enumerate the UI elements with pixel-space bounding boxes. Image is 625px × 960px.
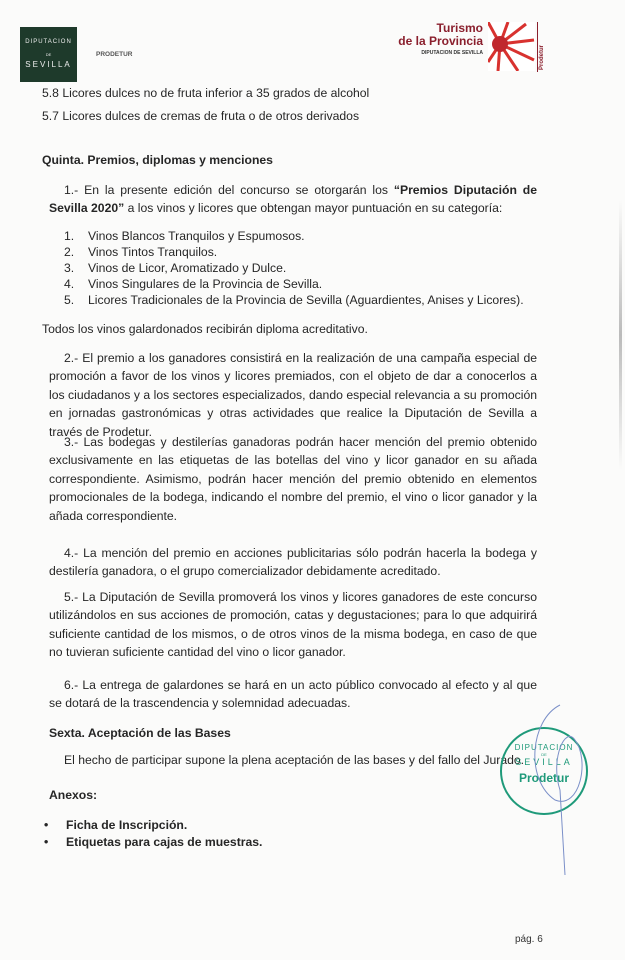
logo-subtitle: DIPUTACION DE SEVILLA — [421, 50, 483, 56]
logo-text: SEVILLA — [25, 60, 72, 69]
scan-edge — [619, 200, 622, 470]
paragraph-3: 3.- Las bodegas y destilerías ganadoras podrán hacer mención del premio obtenido exclusivamente en las etiquetas de las botellas del vino y licor ganador en su añada correspondiente. Asimismo, podrán hacer mención del premio obtenido en elementos promocionales de la bodega, indicando el nombre del premio, el vino o licor ganador y la añada correspondiente. — [49, 435, 537, 523]
text: a los vinos y licores que obtengan mayor puntuación en su categoría: — [124, 201, 503, 216]
list-item: 3. Vinos de Licor, Aromatizado y Dulce. — [64, 261, 287, 275]
award-name: “Premios Diputación de Sevilla 2020” — [49, 183, 537, 216]
paragraph-4: 4.- La mención del premio en acciones publicitarias sólo podrán hacerla la bodega y destilería ganadora, o el grupo comercializador debidamente acreditado. — [49, 546, 537, 579]
annex-heading: Anexos: — [49, 788, 98, 802]
prodetur-label: PRODETUR — [96, 51, 133, 58]
acceptance-text: El hecho de participar supone la plena aceptación de las bases y del fallo del Jurado. — [64, 753, 525, 767]
award-list — [64, 228, 524, 308]
prodetur-stamp: DIPUTACION DE SEVILLA Prodetur — [500, 727, 588, 815]
paragraph-5: 5.- La Diputación de Sevilla promoverá los vinos y licores ganadores de este concurso utilizándolos en sus acciones de promoción, catas y degustaciones; para lo que adquirirá suficiente cantidad de los mismos, o de otros vinos de la misma bodega, en caso de que no tuvieran suficiente cantidad del vino o licor ganador. — [49, 590, 537, 660]
sun-logo-icon — [488, 22, 535, 71]
paragraph-6: 6.- La entrega de galardones se hará en un acto público convocado al efecto y al que se dotará de la trascendencia y solemnidad adecuadas. — [49, 678, 537, 711]
logo-text: DE — [45, 52, 52, 57]
list-item: 2. Vinos Tintos Tranquilos. — [64, 245, 218, 259]
annex-list — [44, 817, 262, 851]
logo-title: Turismo — [436, 21, 483, 35]
list-item: 4. Vinos Singulares de la Provincia de Sevilla. — [64, 277, 323, 291]
diploma-text: Todos los vinos galardonados recibirán diploma acreditativo. — [42, 322, 368, 336]
annex-item: • Ficha de Inscripción. — [44, 818, 188, 832]
diputacion-sevilla-logo — [20, 27, 77, 82]
page-number: pág. 6 — [515, 934, 543, 945]
list-item: 1. Vinos Blancos Tranquilos y Espumosos. — [64, 229, 305, 243]
category-item: 5.7 Licores dulces de cremas de fruta o de otros derivados — [42, 109, 360, 123]
section-heading: Sexta. Aceptación de las Bases — [49, 726, 231, 740]
section-heading: Quinta. Premios, diplomas y menciones — [42, 153, 273, 167]
signature — [520, 700, 600, 880]
text: 1.- En la presente edición del concurso se otorgarán los — [64, 183, 394, 197]
logo-title: de la Provincia — [398, 34, 483, 48]
logo-text: DIPUTACION — [25, 39, 72, 45]
logo-divider — [537, 22, 538, 72]
list-item: 5. Licores Tradicionales de la Provincia de Sevilla (Aguardientes, Anises y Licores). — [64, 293, 524, 307]
category-item: 5.8 Licores dulces no de fruta inferior a 35 grados de alcohol — [42, 86, 370, 100]
turismo-logo-text — [385, 22, 483, 56]
paragraph-1 — [49, 181, 537, 218]
paragraph-2: 2.- El premio a los ganadores consistirá en la realización de una campaña especial de promoción a favor de los vinos y licores premiados, con el objeto de dar a conocerlos a los ciudadanos y a los sectores especializados, dando especial relevancia a su promoción en jornadas gastronómicas y otras actividades que realice la Diputación de Sevilla a través de Prodetur. — [49, 351, 537, 439]
logo-side-text: Prodetur — [539, 44, 545, 70]
annex-item: • Etiquetas para cajas de muestras. — [44, 835, 263, 849]
